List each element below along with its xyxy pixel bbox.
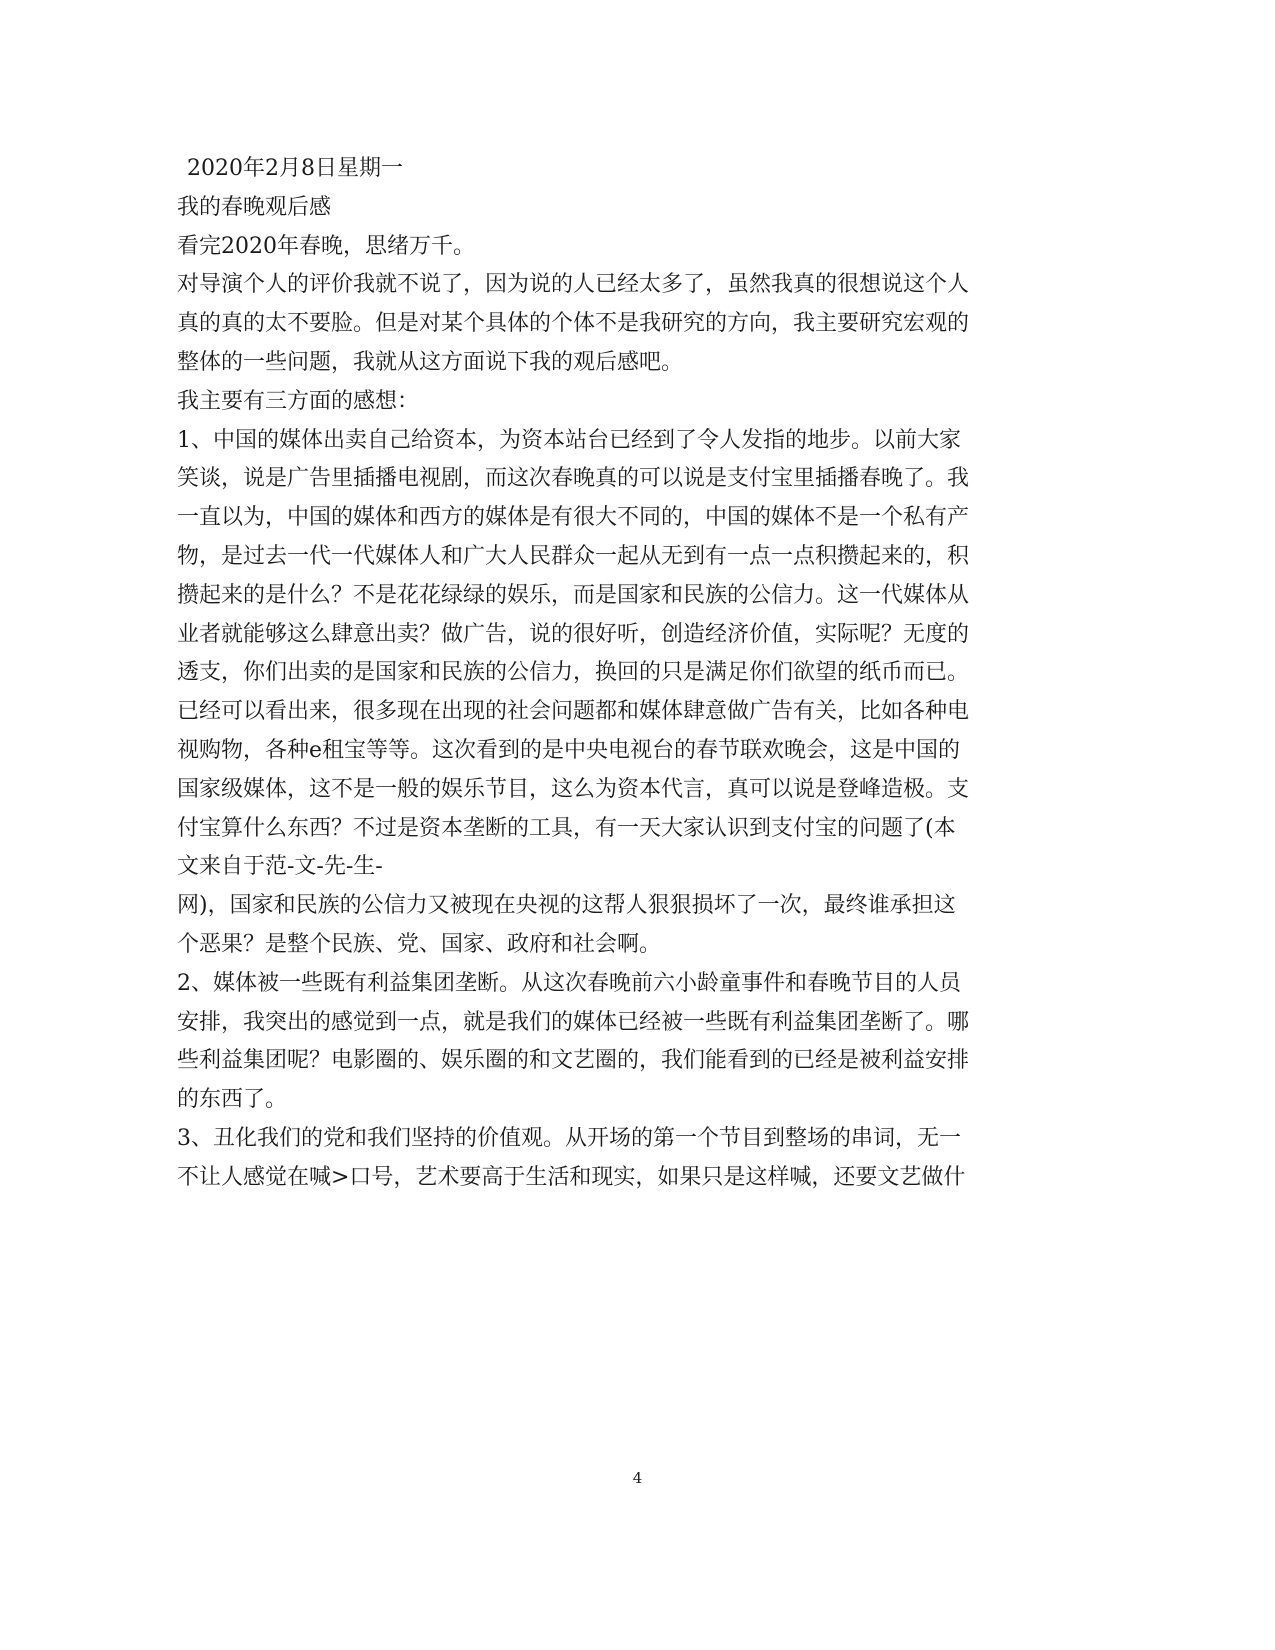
date-line: 2020年2月8日星期一 bbox=[187, 156, 403, 181]
text-line: 已经可以看出来，很多现在出现的社会问题都和媒体肆意做广告有关，比如各种电 bbox=[177, 699, 970, 725]
text-line: 文来自于范-文-先-生- bbox=[177, 854, 383, 880]
text-line: 笑谈，说是广告里插播电视剧，而这次春晚真的可以说是支付宝里插播春晚了。我 bbox=[177, 466, 970, 492]
text-line: 对导演个人的评价我就不说了，因为说的人已经太多了，虽然我真的很想说这个人 bbox=[177, 272, 970, 298]
text-line: 3、丑化我们的党和我们坚持的价值观。从开场的第一个节目到整场的串词，无一 bbox=[177, 1125, 961, 1151]
text-line: 我主要有三方面的感想： bbox=[177, 388, 420, 414]
text-line: 网)，国家和民族的公信力又被现在央视的这帮人狠狠损坏了一次，最终谁承担这 bbox=[177, 893, 956, 919]
text-line: 国家级媒体，这不是一般的娱乐节目，这么为资本代言，真可以说是登峰造极。支 bbox=[177, 776, 970, 802]
text-line: 业者就能够这么肆意出卖？做广告，说的很好听，创造经济价值，实际呢？无度的 bbox=[177, 621, 970, 647]
text-line: 不让人感觉在喊>口号，艺术要高于生活和现实，如果只是这样喊，还要文艺做什 bbox=[177, 1164, 966, 1190]
text-line: 攒起来的是什么？不是花花绿绿的娱乐，而是国家和民族的公信力。这一代媒体从 bbox=[177, 582, 970, 608]
text-line: 整体的一些问题，我就从这方面说下我的观后感吧。 bbox=[177, 349, 684, 375]
document-title: 我的春晚观后感 bbox=[177, 194, 332, 220]
text-line: 看完2020年春晚，思绪万千。 bbox=[177, 233, 475, 259]
text-line: 真的真的太不要脸。但是对某个具体的个体不是我研究的方向，我主要研究宏观的 bbox=[177, 311, 970, 337]
document-body bbox=[177, 150, 1047, 1198]
text-line: 视购物，各种e租宝等等。这次看到的是中央电视台的春节联欢晚会，这是中国的 bbox=[177, 737, 961, 763]
text-line: 物，是过去一代一代媒体人和广大人民群众一起从无到有一点一点积攒起来的，积 bbox=[177, 543, 970, 569]
text-line: 透支，你们出卖的是国家和民族的公信力，换回的只是满足你们欲望的纸币而已。 bbox=[177, 660, 970, 686]
page-number: 4 bbox=[632, 1469, 643, 1487]
text-line: 一直以为，中国的媒体和西方的媒体是有很大不同的，中国的媒体不是一个私有产 bbox=[177, 505, 970, 531]
text-line: 2、媒体被一些既有利益集团垄断。从这次春晚前六小龄童事件和春晚节目的人员 bbox=[177, 970, 961, 996]
text-line: 付宝算什么东西？不过是资本垄断的工具，有一天大家认识到支付宝的问题了(本 bbox=[177, 815, 956, 841]
text-line: 1、中国的媒体出卖自己给资本，为资本站台已经到了令人发指的地步。以前大家 bbox=[177, 427, 961, 453]
text-line: 的东西了。 bbox=[177, 1087, 288, 1113]
text-line: 个恶果？是整个民族、党、国家、政府和社会啊。 bbox=[177, 931, 662, 957]
text-line: 安排，我突出的感觉到一点，就是我们的媒体已经被一些既有利益集团垄断了。哪 bbox=[177, 1009, 970, 1035]
text-line: 些利益集团呢？电影圈的、娱乐圈的和文艺圈的，我们能看到的已经是被利益安排 bbox=[177, 1048, 970, 1074]
